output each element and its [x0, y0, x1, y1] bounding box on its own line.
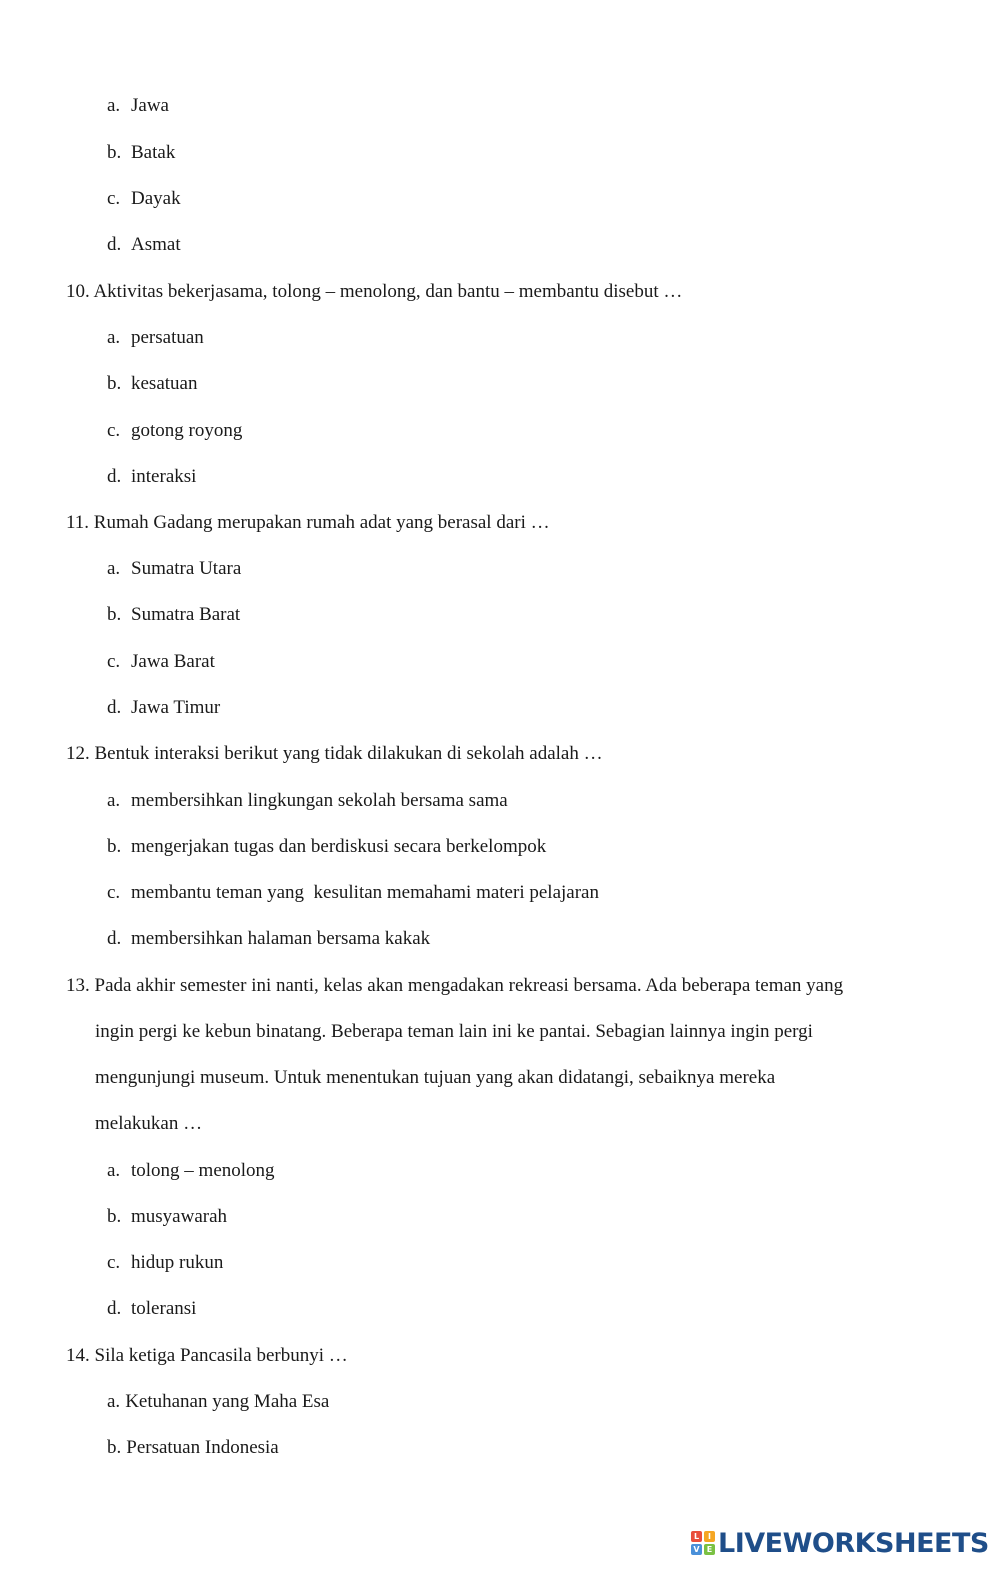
logo-tile-v: V: [691, 1544, 702, 1555]
q9-option-d: d. Asmat: [107, 234, 181, 255]
question-13: 13. Pada akhir semester ini nanti, kelas akan mengadakan rekreasi bersama. Ada beberapa teman yang: [66, 975, 844, 996]
logo-tile-i: I: [704, 1531, 715, 1542]
liveworksheets-logo: [691, 1528, 989, 1558]
question-13-line-2: ingin pergi ke kebun binatang. Beberapa teman lain ini ke pantai. Sebagian lainnya ingin pergi: [95, 1021, 813, 1042]
q12-option-d: d. membersihkan halaman bersama kakak: [107, 928, 431, 949]
q10-option-d: d. interaksi: [107, 466, 197, 487]
q9-option-c: c. Dayak: [107, 188, 181, 209]
q13-option-c: c. hidup rukun: [107, 1252, 224, 1273]
question-12: 12. Bentuk interaksi berikut yang tidak dilakukan di sekolah adalah …: [66, 743, 603, 764]
q13-option-d: d. toleransi: [107, 1298, 197, 1319]
question-13-line-3: mengunjungi museum. Untuk menentukan tujuan yang akan didatangi, sebaiknya mereka: [95, 1067, 776, 1088]
q10-option-b: b. kesatuan: [107, 373, 198, 394]
q12-option-c: c. membantu teman yang kesulitan memahami materi pelajaran: [107, 882, 599, 903]
q10-option-a: a. persatuan: [107, 327, 204, 348]
q12-option-b: b. mengerjakan tugas dan berdiskusi secara berkelompok: [107, 836, 547, 857]
q11-option-c: c. Jawa Barat: [107, 651, 215, 672]
q14-option-b: b. Persatuan Indonesia: [107, 1437, 279, 1458]
q10-option-c: c. gotong royong: [107, 420, 243, 441]
logo-tile-l: L: [691, 1531, 702, 1542]
liveworksheets-icon: [691, 1531, 715, 1555]
question-11: 11. Rumah Gadang merupakan rumah adat yang berasal dari …: [66, 512, 550, 533]
q14-option-a: a. Ketuhanan yang Maha Esa: [107, 1391, 330, 1412]
q12-option-a: a. membersihkan lingkungan sekolah bersama sama: [107, 790, 508, 811]
question-14: 14. Sila ketiga Pancasila berbunyi …: [66, 1345, 348, 1366]
q13-option-b: b. musyawarah: [107, 1206, 228, 1227]
q11-option-a: a. Sumatra Utara: [107, 558, 242, 579]
q13-option-a: a. tolong – menolong: [107, 1160, 275, 1181]
question-10: 10. Aktivitas bekerjasama, tolong – menolong, dan bantu – membantu disebut …: [66, 281, 683, 302]
q9-option-b: b. Batak: [107, 142, 176, 163]
q11-option-b: b. Sumatra Barat: [107, 604, 241, 625]
question-13-line-4: melakukan …: [95, 1113, 203, 1134]
q11-option-d: d. Jawa Timur: [107, 697, 221, 718]
q9-option-a: a. Jawa: [107, 95, 169, 116]
logo-tile-e: E: [704, 1544, 715, 1555]
liveworksheets-wordmark: LIVEWORKSHEETS: [718, 1527, 989, 1559]
